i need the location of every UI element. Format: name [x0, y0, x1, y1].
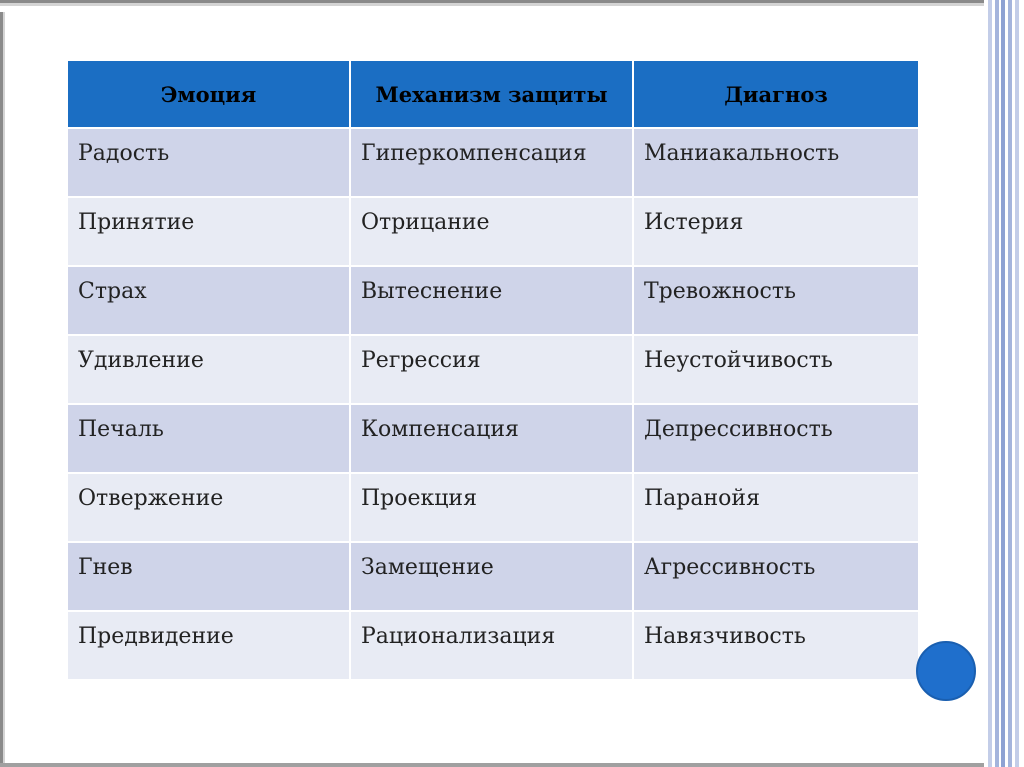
- header-diagnosis: Диагноз: [633, 60, 919, 128]
- cell-emotion: Удивление: [67, 335, 350, 404]
- table-row: [67, 266, 919, 335]
- cell-diagnosis: Депрессивность: [633, 404, 919, 473]
- table-row: [67, 473, 919, 542]
- table-header-row: [67, 60, 919, 128]
- cell-diagnosis: Маниакальность: [633, 128, 919, 197]
- cell-defense-mechanism: Гиперкомпенсация: [350, 128, 633, 197]
- cell-defense-mechanism: Замещение: [350, 542, 633, 611]
- header-emotion: Эмоция: [67, 60, 350, 128]
- cell-emotion: Радость: [67, 128, 350, 197]
- cell-emotion: Страх: [67, 266, 350, 335]
- table-row: [67, 404, 919, 473]
- table-row: [67, 611, 919, 680]
- cell-emotion: Предвидение: [67, 611, 350, 680]
- cell-defense-mechanism: Отрицание: [350, 197, 633, 266]
- cell-defense-mechanism: Компенсация: [350, 404, 633, 473]
- cell-diagnosis: Истерия: [633, 197, 919, 266]
- cell-emotion: Принятие: [67, 197, 350, 266]
- cell-defense-mechanism: Вытеснение: [350, 266, 633, 335]
- decorative-circle: [916, 641, 976, 701]
- cell-defense-mechanism: Проекция: [350, 473, 633, 542]
- cell-diagnosis: Паранойя: [633, 473, 919, 542]
- cell-emotion: Печаль: [67, 404, 350, 473]
- decorative-stripes: [984, 0, 1024, 767]
- frame-left-border: [0, 0, 10, 767]
- cell-diagnosis: Агрессивность: [633, 542, 919, 611]
- cell-emotion: Гнев: [67, 542, 350, 611]
- frame-bottom-border: [0, 763, 985, 767]
- cell-diagnosis: Неустойчивость: [633, 335, 919, 404]
- cell-emotion: Отвержение: [67, 473, 350, 542]
- cell-diagnosis: Навязчивость: [633, 611, 919, 680]
- cell-diagnosis: Тревожность: [633, 266, 919, 335]
- cell-defense-mechanism: Рационализация: [350, 611, 633, 680]
- cell-defense-mechanism: Регрессия: [350, 335, 633, 404]
- table-row: [67, 542, 919, 611]
- emotion-defense-table: [66, 59, 920, 681]
- frame-top-border: [0, 0, 985, 12]
- table-row: [67, 197, 919, 266]
- table-row: [67, 335, 919, 404]
- header-defense-mechanism: Механизм защиты: [350, 60, 633, 128]
- table-row: [67, 128, 919, 197]
